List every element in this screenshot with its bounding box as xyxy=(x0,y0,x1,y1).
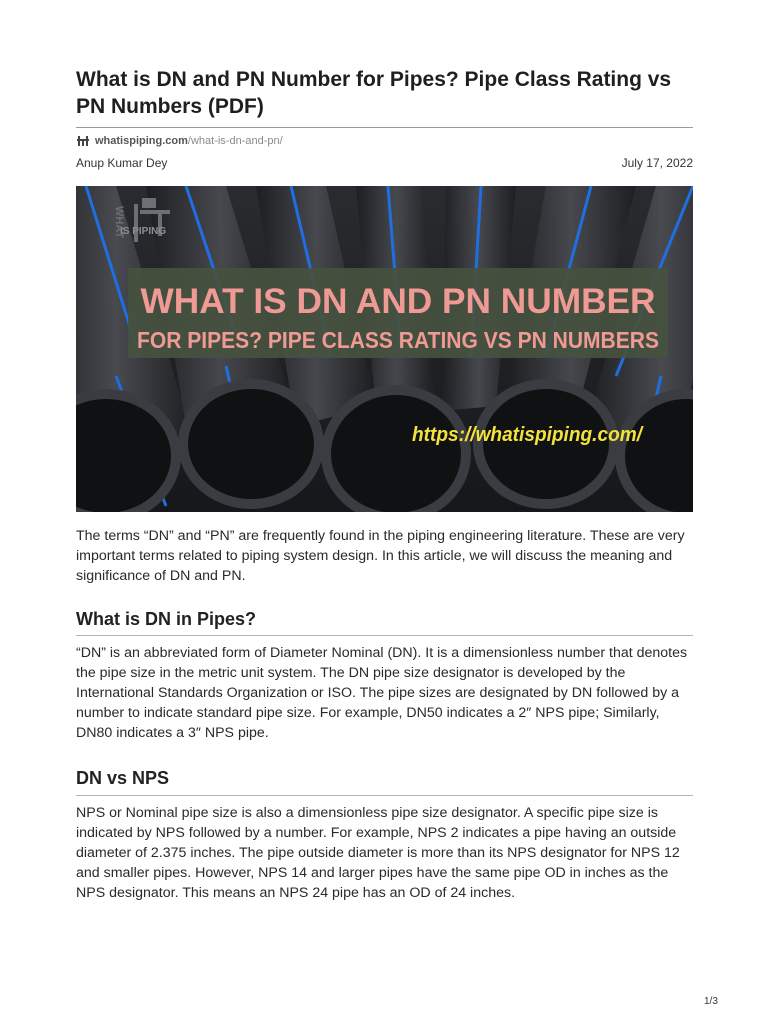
page-number: 1/3 xyxy=(704,996,718,1007)
hero-logo-text-2: IS PIPING xyxy=(120,226,167,237)
section-body-dn-vs-nps: NPS or Nominal pipe size is also a dimensionless pipe size designator. A specific pipe size is indicated by NPS followed by a number. For example, NPS 2 indicates a pipe having an outside diameter of 2.375 inches. The pipe outside diameter is more than its NPS designator for NPS 12 and smaller pipes. However, NPS 14 and larger pipes have the same pipe OD in inches as the NPS designator. This means an NPS 24 pipe has an OD of 24 inches. xyxy=(76,805,680,901)
section-heading-dn-vs-nps: DN vs NPS xyxy=(76,768,170,788)
hero-logo-text-1: WHAT xyxy=(113,206,125,239)
site-logo-icon xyxy=(76,134,90,148)
hero-headline-1: WHAT IS DN AND PN NUMBER xyxy=(140,282,656,321)
section-body-dn: “DN” is an abbreviated form of Diameter Nominal (DN). It is a dimensionless number that denotes the pipe size in the metric unit system. The DN pipe size designator is developed by the International Standards Organization or ISO. The pipe sizes are designated by DN followed by a number to indicate standard pipe size. For example, DN50 indicates a 2″ NPS pipe; Similarly, DN80 indicates a 3″ NPS pipe. xyxy=(76,645,688,741)
intro-paragraph: The terms “DN” and “PN” are frequently found in the piping engineering literature. These are very important terms related to piping system design. In this article, we will discuss the meaning and significance of DN and PN. xyxy=(76,528,685,584)
article-title: What is DN and PN Number for Pipes? Pipe Class Rating vs PN Numbers (PDF) xyxy=(76,68,672,118)
section-heading-dn: What is DN in Pipes? xyxy=(76,609,257,629)
hero-image xyxy=(76,186,693,512)
section-divider xyxy=(76,795,693,796)
author-name: Anup Kumar Dey xyxy=(76,156,168,170)
article-meta xyxy=(76,156,693,170)
publish-date: July 17, 2022 xyxy=(621,156,693,170)
source-path[interactable]: /what-is-dn-and-pn/ xyxy=(187,135,283,147)
source-link[interactable] xyxy=(76,133,283,149)
source-domain[interactable]: whatispiping.com xyxy=(95,135,188,147)
hero-url: https://whatispiping.com/ xyxy=(412,424,645,446)
section-divider xyxy=(76,635,693,636)
hero-headline-2: FOR PIPES? PIPE CLASS RATING VS PN NUMBERS xyxy=(137,327,659,353)
hero-graphic xyxy=(76,186,693,512)
title-divider xyxy=(76,127,693,128)
